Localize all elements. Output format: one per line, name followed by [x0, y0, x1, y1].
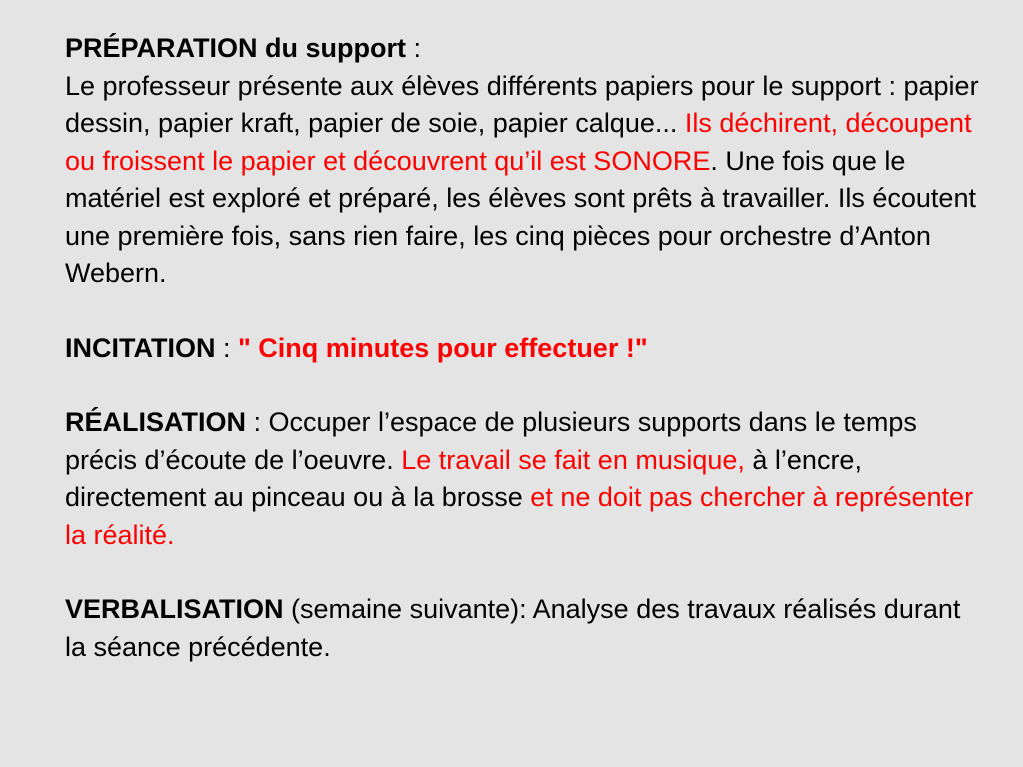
preparation-colon: :	[405, 33, 421, 63]
verbalisation-text: (semaine suivante): Analyse des travaux réalisés durant la séance précédente.	[65, 594, 961, 662]
incitation-highlight: " Cinq minutes pour effectuer !"	[238, 332, 648, 363]
slide-body	[65, 30, 980, 666]
preparation-text-2: . Une fois que le matériel est exploré et préparé, les élèves sont prêts à travailler. Ils écoutent une première fois, sans rien faire, les cinq pièces pour orchestre d’Anton Webern.	[65, 145, 976, 288]
realisation-heading: RÉALISATION	[65, 407, 246, 437]
realisation-text-1: : Occuper l’espace de plusieurs supports dans le temps précis d’écoute de l’oeuvre.	[65, 407, 917, 475]
incitation-paragraph	[65, 330, 980, 368]
realisation-highlight-2: et ne doit pas chercher à représenter la réalité.	[65, 482, 974, 550]
verbalisation-paragraph	[65, 591, 980, 666]
realisation-paragraph	[65, 404, 980, 554]
verbalisation-heading: VERBALISATION	[65, 594, 284, 624]
realisation-highlight-1: Le travail se fait en musique,	[401, 444, 745, 475]
preparation-text-1: Le professeur présente aux élèves différents papiers pour le support : papier dessin, papier kraft, papier de soie, papier calque...	[65, 70, 979, 138]
section-spacer	[65, 367, 980, 404]
preparation-heading-line	[65, 30, 980, 68]
incitation-colon: :	[215, 332, 238, 363]
preparation-highlight: Ils déchirent, découpent ou froissent le papier et découvrent qu’il est SONORE	[65, 108, 972, 176]
realisation-text-2: à l’encre, directement au pinceau ou à la brosse	[65, 444, 862, 512]
section-spacer	[65, 554, 980, 591]
preparation-heading: PRÉPARATION du support	[65, 33, 406, 63]
incitation-heading: INCITATION	[65, 332, 216, 363]
preparation-paragraph	[65, 68, 980, 293]
section-spacer	[65, 293, 980, 330]
